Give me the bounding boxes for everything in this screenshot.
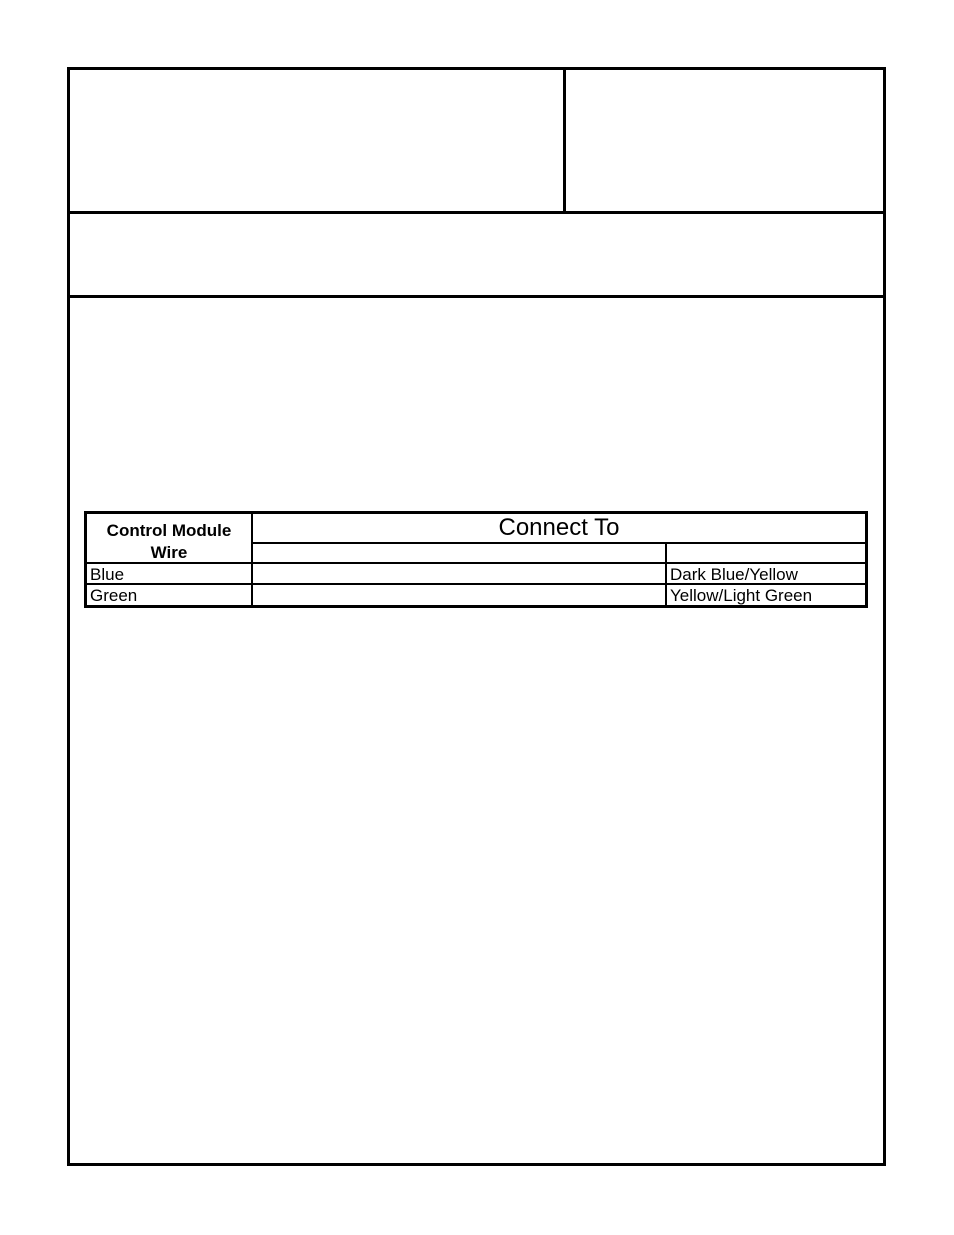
wire-connection-table bbox=[84, 511, 868, 608]
table-row-1-wire: Blue bbox=[87, 564, 253, 585]
header-right-box bbox=[566, 70, 883, 214]
table-row-1-connect-b: Dark Blue/Yellow bbox=[667, 564, 865, 585]
table-row-2-connect-a bbox=[253, 585, 667, 605]
document-frame bbox=[67, 67, 886, 1166]
subheader-connect-b bbox=[667, 544, 865, 564]
subheader-box bbox=[70, 214, 883, 298]
header-left-box bbox=[70, 70, 566, 214]
table-row-2-connect-b: Yellow/Light Green bbox=[670, 586, 813, 605]
header-connect-to: Connect To bbox=[253, 514, 865, 544]
body-area bbox=[70, 298, 883, 1163]
table-row-1-connect-a bbox=[253, 564, 667, 585]
table-row-2-wire: Green bbox=[87, 585, 253, 605]
subheader-connect-a bbox=[253, 544, 667, 564]
header-control-module-wire: Control Module Wire bbox=[87, 514, 253, 564]
